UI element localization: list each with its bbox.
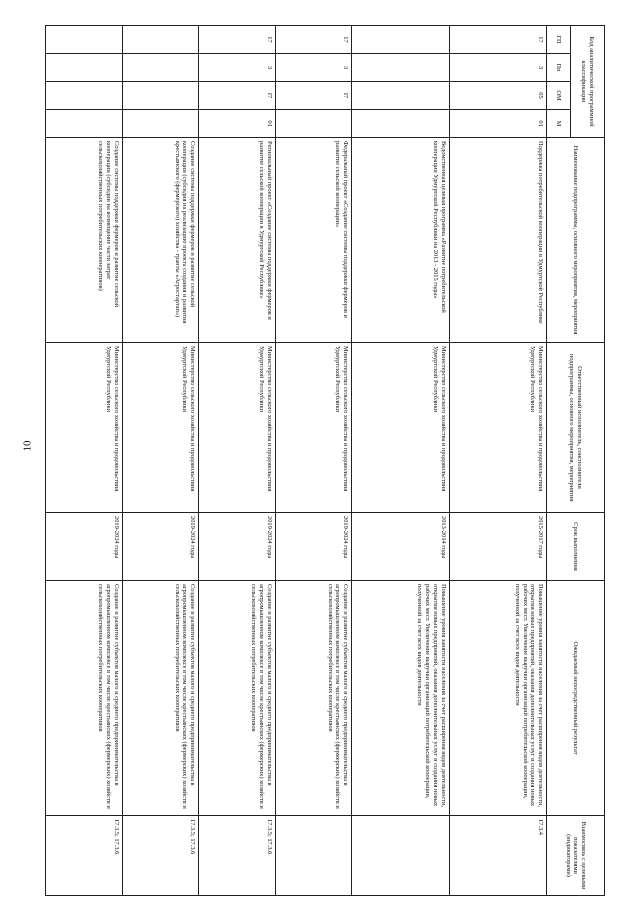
cell-pp — [352, 54, 449, 82]
cell-m — [46, 110, 123, 138]
cell-gp — [46, 26, 123, 54]
cell-om: I7 — [199, 82, 276, 110]
table-row — [199, 26, 276, 896]
cell-om — [352, 82, 449, 110]
table-row — [449, 26, 546, 896]
cell-m — [275, 110, 352, 138]
header-term: Срок выполнения — [547, 513, 605, 581]
cell-pp: 3 — [199, 54, 276, 82]
cell-name: Создание системы поддержки фермеров и развитие сельской кооперации (субсидии на возмещение части затрат сельскохозяйственных потребительских кооперативов) — [46, 138, 123, 343]
cell-m — [122, 110, 199, 138]
cell-term: 2019-2024 годы — [199, 513, 276, 581]
cell-link — [275, 816, 352, 896]
program-table — [45, 25, 605, 896]
cell-executor: Министерство сельского хозяйства и продовольствия Удмуртской Республики — [46, 343, 123, 513]
cell-result: Создание и развитие субъектов малого и среднего предпринимательства в агропромышленном комплексе в том числе крестьянских (фермерских) хозяйств и сельскохозяйственных потребительских кооперативов — [122, 581, 199, 816]
header-m: М — [547, 110, 571, 138]
cell-result: Повышение уровня занятости населения за счет расширения видов деятельности, открытия новых предприятий, оказания дополнительных услуг и создания новых рабочих мест. Увеличение выручки организаций потребительской кооперации, полученной за счет всех видов деятельности — [449, 581, 546, 816]
table-row — [122, 26, 199, 896]
cell-result: Создание и развитие субъектов малого и среднего предпринимательства в агропромышленном комплексе в том числе крестьянских (фермерских) хозяйств и сельскохозяйственных потребительских кооперативов — [275, 581, 352, 816]
cell-gp: 17 — [199, 26, 276, 54]
cell-name: Ведомственная целевая программа «Развитие потребительской кооперации Удмуртской Республики на 2013 - 2015 годы» — [352, 138, 449, 343]
cell-pp: 3 — [449, 54, 546, 82]
cell-pp: 3 — [275, 54, 352, 82]
cell-link: 17.3.5; 17.3.6 — [46, 816, 123, 896]
cell-name: Федеральный проект «Создание системы поддержки фермеров и развитие сельской кооперации» — [275, 138, 352, 343]
cell-executor: Министерство сельского хозяйства и продовольствия Удмуртской Республики — [122, 343, 199, 513]
cell-pp — [46, 54, 123, 82]
cell-result: Создание и развитие субъектов малого и среднего предпринимательства в агропромышленном комплексе в том числе крестьянских (фермерских) хозяйств и сельскохозяйственных потребительских кооперативов — [46, 581, 123, 816]
header-gp: ГП — [547, 26, 571, 54]
cell-result: Создание и развитие субъектов малого и среднего предпринимательства в агропромышленном комплексе в том числе крестьянских (фермерских) хозяйств и сельскохозяйственных потребительских кооперативов — [199, 581, 276, 816]
header-executor: Ответственный исполнитель, соисполнители подпрограммы, основного мероприятия, мероприятия — [547, 343, 605, 513]
cell-executor: Министерство сельского хозяйства и продовольствия Удмуртской Республики — [352, 343, 449, 513]
cell-link — [352, 816, 449, 896]
header-code-group: Код аналитической программной классификации — [571, 26, 605, 138]
header-pp: Пп — [547, 54, 571, 82]
cell-m: 01 — [199, 110, 276, 138]
cell-link: 17.3.5; 17.3.6 — [122, 816, 199, 896]
table-row — [46, 26, 123, 896]
cell-pp — [122, 54, 199, 82]
cell-executor: Министерство сельского хозяйства и продовольствия Удмуртской Республики — [275, 343, 352, 513]
cell-gp — [122, 26, 199, 54]
cell-link: 17.3.5; 17.3.6 — [199, 816, 276, 896]
cell-result: Повышение уровня занятости населения за счет расширения видов деятельности, открытия новых предприятий, оказания дополнительных услуг и создания новых рабочих мест. Увеличение выручки организаций потребительской кооперации, полученной за счет всех видов деятельности — [352, 581, 449, 816]
header-name: Наименование подпрограммы, основного мероприятия, мероприятия — [547, 138, 605, 343]
cell-m — [352, 110, 449, 138]
cell-term: 2019-2024 годы — [122, 513, 199, 581]
cell-om: 05 — [449, 82, 546, 110]
table-row — [352, 26, 449, 896]
cell-gp — [352, 26, 449, 54]
cell-name: Поддержка потребительской кооперации в Удмуртской Республике — [449, 138, 546, 343]
cell-term: 2015-2017 годы — [449, 513, 546, 581]
cell-term: 2013-2014 годы — [352, 513, 449, 581]
cell-term: 2019-2024 годы — [275, 513, 352, 581]
cell-om — [122, 82, 199, 110]
cell-name: Создание системы поддержки фермеров и развитие сельской кооперации (субсидия на реализацию проекта создания и развития крестьянского (фермерского) хозяйства - гранты «Агростартап») — [122, 138, 199, 343]
table-row — [275, 26, 352, 896]
cell-link: 17.3.4 — [449, 816, 546, 896]
header-link: Взаимосвязь с целевыми показателями (индикаторами) — [547, 816, 605, 896]
cell-name: Региональный проект «Создание системы поддержки фермеров и развитие сельской кооперации в Удмуртской Республике» — [199, 138, 276, 343]
cell-m: 01 — [449, 110, 546, 138]
cell-om — [46, 82, 123, 110]
cell-executor: Министерство сельского хозяйства и продовольствия Удмуртской Республики — [449, 343, 546, 513]
cell-om: I7 — [275, 82, 352, 110]
cell-gp: 17 — [449, 26, 546, 54]
page-number: 10 — [21, 440, 34, 452]
header-om: ОМ — [547, 82, 571, 110]
rotated-table-wrapper — [45, 25, 605, 895]
cell-executor: Министерство сельского хозяйства и продовольствия Удмуртской Республики — [199, 343, 276, 513]
cell-gp: 17 — [275, 26, 352, 54]
cell-term: 2019-2024 годы — [46, 513, 123, 581]
header-result: Ожидаемый непосредственный результат — [547, 581, 605, 816]
